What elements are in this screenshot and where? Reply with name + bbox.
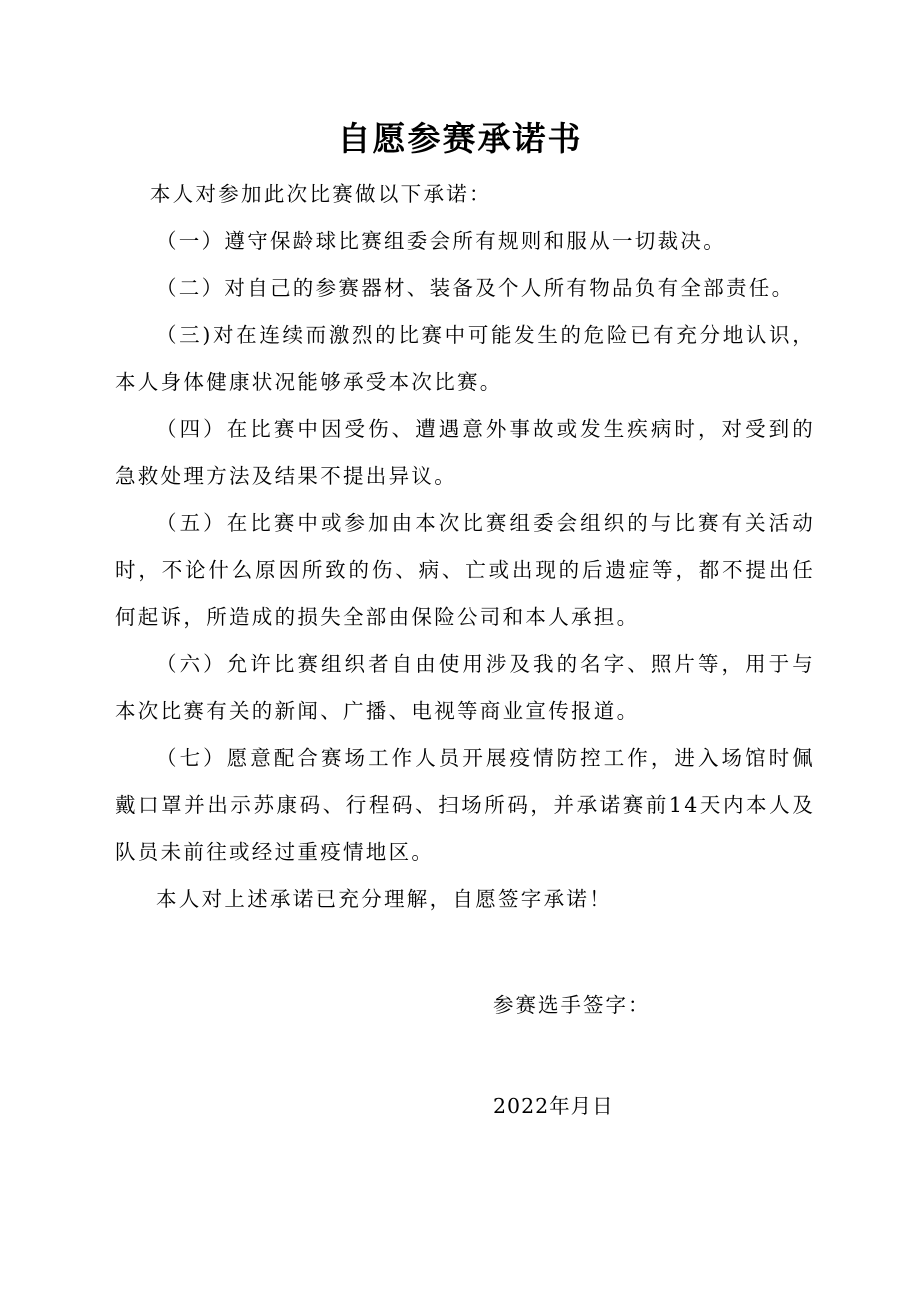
intro-paragraph: 本人对参加此次比赛做以下承诺：: [149, 182, 492, 206]
document-body: [115, 171, 815, 923]
commitment-item-6: （六）允许比赛组织者自由使用涉及我的名字、照片等，用于与本次比赛有关的新闻、广播、电视等商业宣传报道。: [115, 652, 815, 723]
commitment-item-3: （三)对在连续而激烈的比赛中可能发生的危险已有充分地认识，本人身体健康状况能够承受本次比赛。: [115, 323, 815, 394]
document-title: 自愿参赛承诺书: [337, 119, 583, 158]
signature-label: 参赛选手签字：: [493, 993, 651, 1017]
date-line: 2022年月日: [493, 1094, 614, 1118]
commitment-item-4: （四）在比赛中因受伤、遭遇意外事故或发生疾病时，对受到的急救处理方法及结果不提出异议。: [115, 417, 815, 488]
commitment-item-2: （二）对自己的参赛器材、装备及个人所有物品负有全部责任。: [156, 276, 795, 300]
commitment-item-7: （七）愿意配合赛场工作人员开展疫情防控工作，进入场馆时佩戴口罩并出示苏康码、行程码、扫场所码，并承诺赛前14天内本人及队员未前往或经过重疫情地区。: [115, 746, 815, 864]
commitment-item-5: （五）在比赛中或参加由本次比赛组委会组织的与比赛有关活动时，不论什么原因所致的伤、病、亡或出现的后遗症等，都不提出任何起诉，所造成的损失全部由保险公司和本人承担。: [115, 511, 815, 629]
closing-paragraph: 本人对上述承诺已充分理解，自愿签字承诺！: [156, 887, 612, 911]
commitment-item-1: （一）遵守保龄球比赛组委会所有规则和服从一切裁决。: [156, 229, 726, 253]
